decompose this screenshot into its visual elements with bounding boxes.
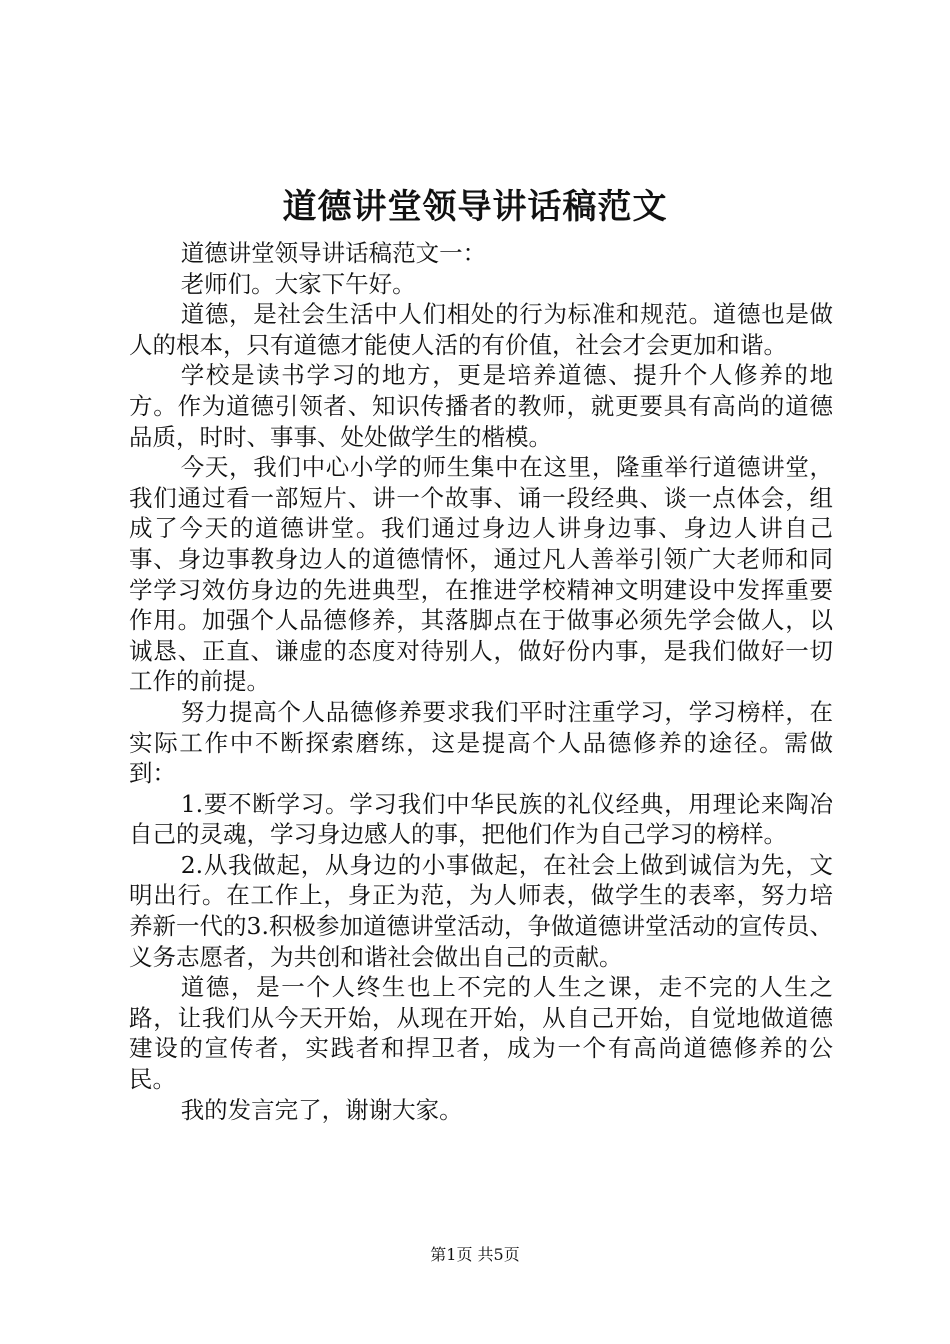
paragraph-intro: 道德讲堂领导讲话稿范文一： [180,239,487,267]
document-body [129,238,833,1125]
list-item-1: 1.要不断学习。学习我们中华民族的礼仪经典，用理论来陶冶自己的灵魂，学习身边感人的事，把他们作为自己学习的榜样。 [129,789,833,849]
paragraph: 学校是读书学习的地方，更是培养道德、提升个人修养的地方。作为道德引领者、知识传播者的教师，就更要具有高尚的道德品质，时时、事事、处处做学生的楷模。 [129,361,833,451]
paragraph: 努力提高个人品德修养要求我们平时注重学习，学习榜样，在实际工作中不断探索磨练，这是提高个人品德修养的途径。需做到： [129,697,833,788]
document-title: 道德讲堂领导讲话稿范文 [282,187,668,227]
paragraph-closing: 我的发言完了，谢谢大家。 [180,1095,463,1124]
paragraph: 道德，是社会生活中人们相处的行为标准和规范。道德也是做人的根本，只有道德才能使人活的有价值，社会才会更加和谐。 [129,300,833,359]
paragraph: 道德，是一个人终生也上不完的人生之课，走不完的人生之路，让我们从今天开始，从现在开始，从自己开始，自觉地做道德建设的宣传者，实践者和捍卫者，成为一个有高尚道德修养的公民。 [129,973,833,1094]
paragraph-greeting: 老师们。大家下午好。 [180,269,416,298]
list-item-2: 2.从我做起，从身边的小事做起，在社会上做到诚信为先，文明出行。在工作上，身正为范，为人师表，做学生的表率，努力培养新一代的3.积极参加道德讲堂活动，争做道德讲堂活动的宣传员、义务志愿者，为共创和谐社会做出自己的贡献。 [129,850,833,971]
page-footer: 第1页 共5页 [430,1245,520,1264]
paragraph: 今天，我们中心小学的师生集中在这里，隆重举行道德讲堂，我们通过看一部短片、讲一个故事、诵一段经典、谈一点体会，组成了今天的道德讲堂。我们通过身边人讲身边事、身边人讲自己事、身边事教身边人的道德情怀，通过凡人善举引领广大老师和同学学习效仿身边的先进典型，在推进学校精神文明建设中发挥重要作用。加强个人品德修养，其落脚点在于做事必须先学会做人，以诚恳、正直、谦虚的态度对待别人，做好份内事，是我们做好一切工作的前提。 [129,453,833,696]
